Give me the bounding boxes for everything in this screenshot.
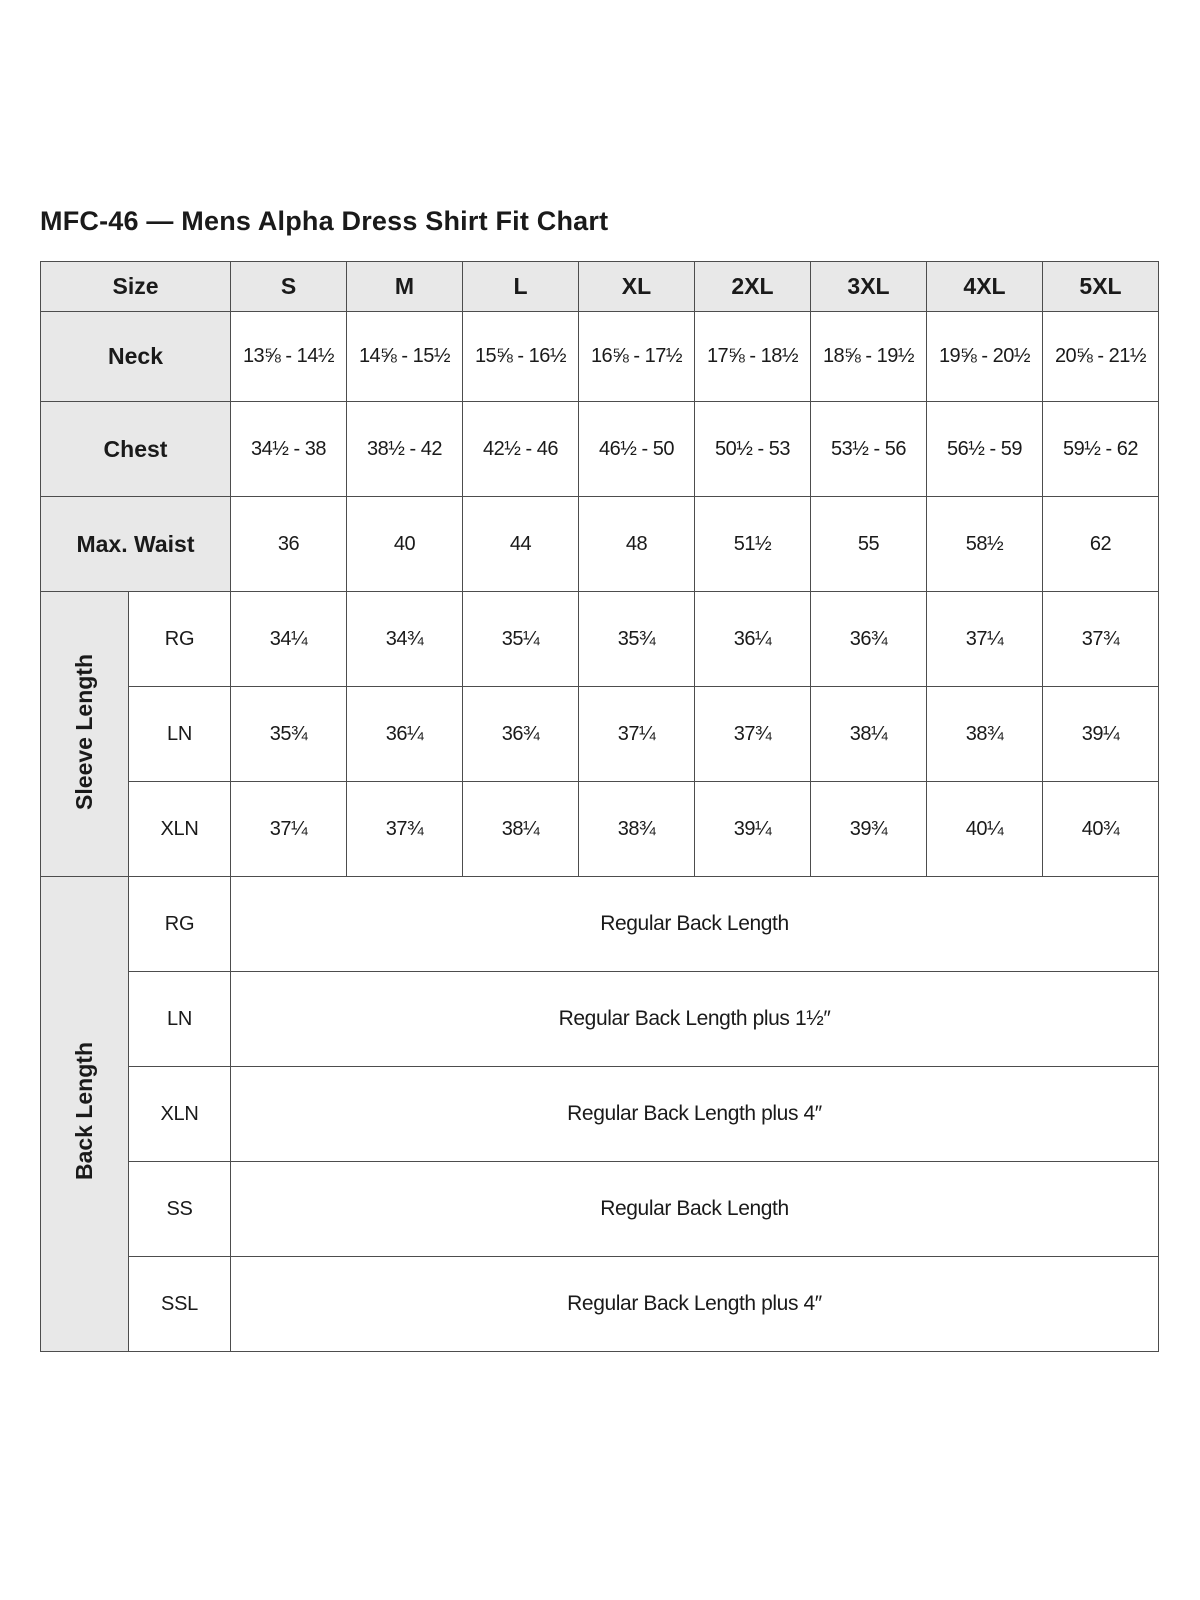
header-row <box>41 262 1159 312</box>
back-rg-row <box>41 877 1159 972</box>
max-waist-value-cell: 36 <box>231 497 347 592</box>
back-xln-row <box>41 1067 1159 1162</box>
col-header-xl: XL <box>579 262 695 312</box>
sleeve-value-cell: 39¼ <box>1043 687 1159 782</box>
col-header-l: L <box>463 262 579 312</box>
sleeve-value-cell: 35¾ <box>231 687 347 782</box>
back-code-cell: LN <box>129 972 231 1067</box>
neck-row <box>41 312 1159 402</box>
sleeve-value-cell: 38¼ <box>811 687 927 782</box>
max-waist-row-label: Max. Waist <box>41 497 231 592</box>
sleeve-value-cell: 37¾ <box>1043 592 1159 687</box>
chest-row <box>41 402 1159 497</box>
chest-value-cell: 59½ - 62 <box>1043 402 1159 497</box>
col-header-3xl: 3XL <box>811 262 927 312</box>
sleeve-value-cell: 36¼ <box>347 687 463 782</box>
back-ln-row <box>41 972 1159 1067</box>
neck-value-cell: 17⅝ - 18½ <box>695 312 811 402</box>
sleeve-code-cell: XLN <box>129 782 231 877</box>
back-code-cell: RG <box>129 877 231 972</box>
sleeve-value-cell: 36¾ <box>811 592 927 687</box>
sleeve-value-cell: 40¾ <box>1043 782 1159 877</box>
sleeve-value-cell: 37¼ <box>579 687 695 782</box>
neck-value-cell: 20⅝ - 21½ <box>1043 312 1159 402</box>
max-waist-value-cell: 48 <box>579 497 695 592</box>
back-code-cell: XLN <box>129 1067 231 1162</box>
max-waist-value-cell: 44 <box>463 497 579 592</box>
col-header-m: M <box>347 262 463 312</box>
col-header-5xl: 5XL <box>1043 262 1159 312</box>
sleeve-code-cell: LN <box>129 687 231 782</box>
size-header: Size <box>41 262 231 312</box>
sleeve-value-cell: 37¾ <box>695 687 811 782</box>
sleeve-value-cell: 35¾ <box>579 592 695 687</box>
back-length-text-cell: Regular Back Length plus 4″ <box>231 1067 1159 1162</box>
neck-value-cell: 19⅝ - 20½ <box>927 312 1043 402</box>
sleeve-value-cell: 39¼ <box>695 782 811 877</box>
neck-row-label: Neck <box>41 312 231 402</box>
chest-value-cell: 42½ - 46 <box>463 402 579 497</box>
col-header-4xl: 4XL <box>927 262 1043 312</box>
neck-value-cell: 15⅝ - 16½ <box>463 312 579 402</box>
chest-value-cell: 46½ - 50 <box>579 402 695 497</box>
back-length-text-cell: Regular Back Length <box>231 1162 1159 1257</box>
max-waist-value-cell: 40 <box>347 497 463 592</box>
neck-value-cell: 13⅝ - 14½ <box>231 312 347 402</box>
sleeve-value-cell: 38¾ <box>579 782 695 877</box>
chest-value-cell: 56½ - 59 <box>927 402 1043 497</box>
sleeve-ln-row <box>41 687 1159 782</box>
neck-value-cell: 14⅝ - 15½ <box>347 312 463 402</box>
sleeve-value-cell: 34¼ <box>231 592 347 687</box>
back-ss-row <box>41 1162 1159 1257</box>
sleeve-value-cell: 37¼ <box>231 782 347 877</box>
chest-value-cell: 53½ - 56 <box>811 402 927 497</box>
neck-value-cell: 18⅝ - 19½ <box>811 312 927 402</box>
page-title: MFC-46 — Mens Alpha Dress Shirt Fit Chart <box>40 206 609 236</box>
back-ssl-row <box>41 1257 1159 1352</box>
max-waist-value-cell: 55 <box>811 497 927 592</box>
chest-row-label: Chest <box>41 402 231 497</box>
back-code-cell: SSL <box>129 1257 231 1352</box>
sleeve-length-section-label <box>41 592 129 877</box>
chest-value-cell: 50½ - 53 <box>695 402 811 497</box>
fit-chart-table <box>40 261 1159 1352</box>
sleeve-code-cell: RG <box>129 592 231 687</box>
sleeve-xln-row <box>41 782 1159 877</box>
max-waist-value-cell: 62 <box>1043 497 1159 592</box>
sleeve-value-cell: 38¾ <box>927 687 1043 782</box>
sleeve-length-label-text: Sleeve Length <box>71 653 97 810</box>
sleeve-value-cell: 37¼ <box>927 592 1043 687</box>
sleeve-value-cell: 35¼ <box>463 592 579 687</box>
chest-value-cell: 34½ - 38 <box>231 402 347 497</box>
back-length-text-cell: Regular Back Length plus 4″ <box>231 1257 1159 1352</box>
max-waist-value-cell: 58½ <box>927 497 1043 592</box>
neck-value-cell: 16⅝ - 17½ <box>579 312 695 402</box>
sleeve-value-cell: 38¼ <box>463 782 579 877</box>
sleeve-value-cell: 40¼ <box>927 782 1043 877</box>
col-header-2xl: 2XL <box>695 262 811 312</box>
sleeve-value-cell: 39¾ <box>811 782 927 877</box>
sleeve-value-cell: 36¼ <box>695 592 811 687</box>
back-length-section-label <box>41 877 129 1352</box>
back-length-text-cell: Regular Back Length plus 1½″ <box>231 972 1159 1067</box>
back-code-cell: SS <box>129 1162 231 1257</box>
sleeve-rg-row <box>41 592 1159 687</box>
max-waist-value-cell: 51½ <box>695 497 811 592</box>
col-header-s: S <box>231 262 347 312</box>
sleeve-value-cell: 37¾ <box>347 782 463 877</box>
sleeve-value-cell: 36¾ <box>463 687 579 782</box>
back-length-text-cell: Regular Back Length <box>231 877 1159 972</box>
sleeve-value-cell: 34¾ <box>347 592 463 687</box>
chest-value-cell: 38½ - 42 <box>347 402 463 497</box>
max-waist-row <box>41 497 1159 592</box>
back-length-label-text: Back Length <box>71 1042 97 1181</box>
